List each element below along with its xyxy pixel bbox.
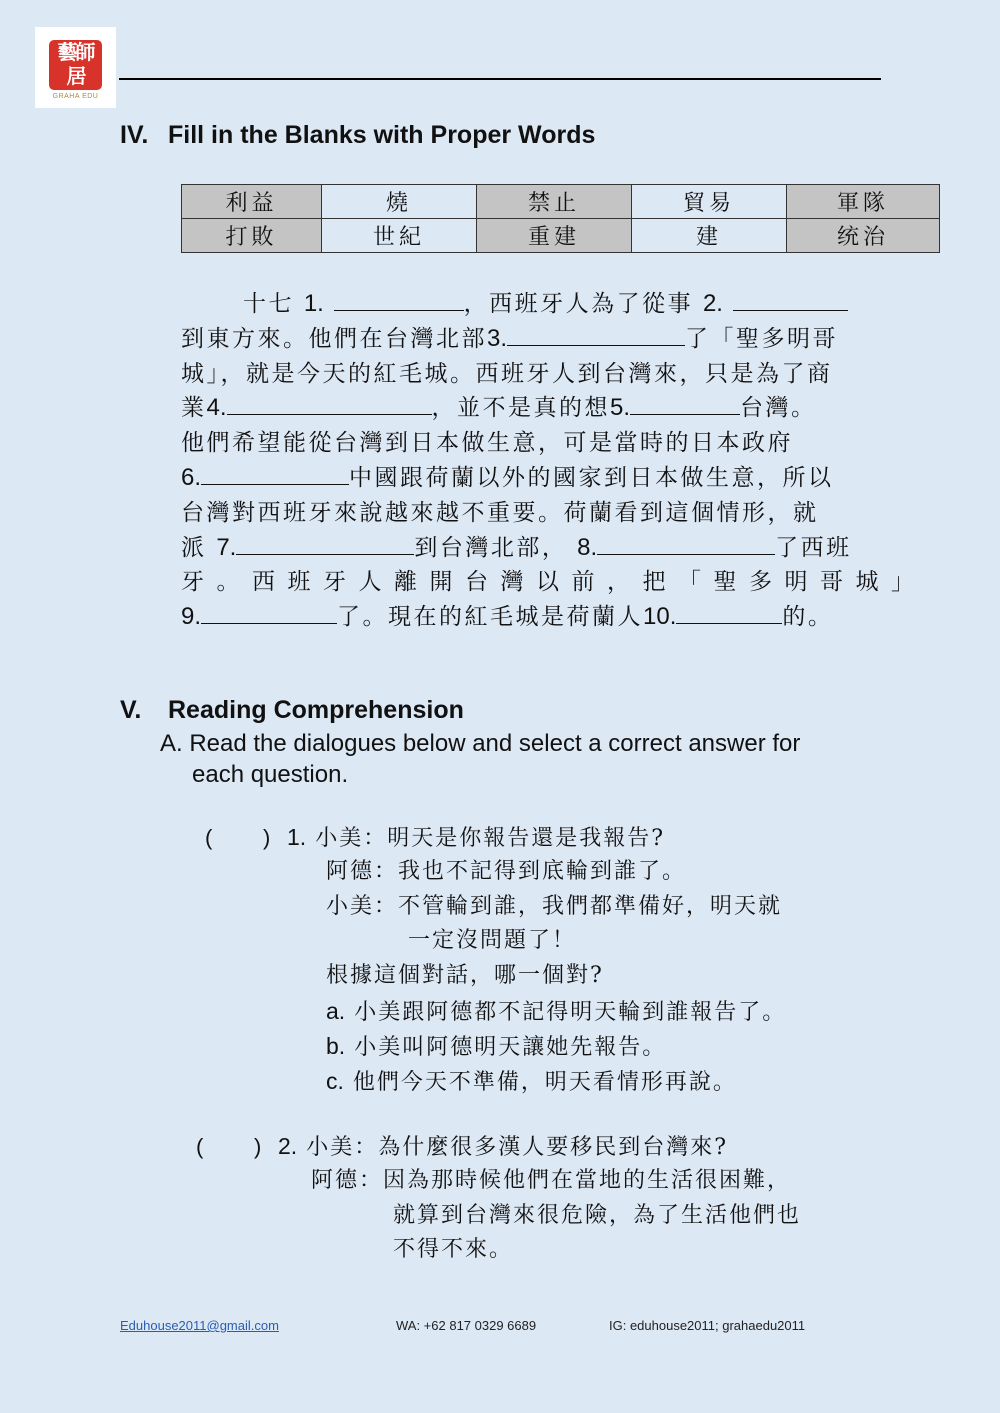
logo [35, 27, 116, 108]
dialogue-text: 不管輪到誰，我們都準備好，明天就 [398, 893, 783, 919]
footer-whatsapp: WA: +62 817 0329 6689 [396, 1318, 537, 1333]
section-title-text: Fill in the Blanks with Proper Words [168, 121, 596, 149]
section-iv-title [120, 121, 595, 150]
word-bank-cell: 利益 [182, 185, 322, 219]
passage-text: 台灣。 [740, 395, 817, 422]
word-bank-cell: 貿易 [632, 185, 787, 219]
passage-line [181, 461, 881, 496]
blank-9[interactable] [201, 601, 337, 624]
blank-8[interactable] [597, 532, 775, 555]
blank-7[interactable] [236, 532, 414, 555]
option-letter: a. [326, 997, 346, 1024]
word-bank-cell: 軍隊 [787, 185, 940, 219]
option-text: 他們今天不準備，明天看情形再說。 [352, 1069, 737, 1095]
question-prompt [205, 959, 786, 994]
blank-number: 8. [577, 533, 598, 561]
speaker: 小美： [306, 1135, 379, 1160]
passage-line [181, 565, 927, 600]
section-number: IV. [120, 121, 149, 149]
footer-email-link[interactable]: Eduhouse2011@gmail.com [120, 1318, 279, 1333]
dialogue-text: 就算到台灣來很危險，為了生活他們也 [393, 1202, 802, 1228]
question-number: 1. [287, 824, 307, 850]
option-letter: b. [326, 1032, 346, 1059]
word-bank-cell: 统治 [787, 219, 940, 253]
passage-text: 的。 [782, 604, 834, 631]
dialogue-line [205, 924, 786, 959]
instruction-line: each question. [192, 761, 349, 788]
passage-text: 台灣對西班牙來說越來越不重要。荷蘭看到這個情形，就 [181, 499, 819, 526]
logo-seal [49, 40, 102, 90]
dialogue-line [196, 1199, 801, 1234]
speaker: 小美： [326, 893, 399, 919]
passage-text: ，西班牙人為了從事 [463, 291, 703, 317]
question-line [205, 820, 786, 855]
passage-text: 派 [181, 534, 217, 561]
section-title-text: Reading Comprehension [168, 696, 464, 724]
blank-number: 4. [206, 394, 227, 422]
answer-blank[interactable]: ( ) [205, 825, 273, 850]
blank-2[interactable] [733, 288, 848, 311]
option-text: 小美叫阿德明天讓她先報告。 [354, 1034, 667, 1060]
blank-number: 1. [303, 290, 324, 317]
passage-line [181, 426, 881, 461]
question-1 [205, 820, 786, 1098]
blank-number: 10. [643, 603, 677, 631]
section-v-title [120, 696, 464, 725]
passage-text: 他們希望能從台灣到日本做生意，可是當時的日本政府 [181, 430, 793, 457]
speaker: 阿德： [326, 858, 399, 884]
dialogue-text: 不得不來。 [393, 1237, 514, 1263]
word-bank-row [182, 219, 940, 253]
passage-text: 業 [181, 395, 207, 422]
answer-option-c[interactable] [205, 1064, 786, 1099]
answer-blank[interactable]: ( ) [196, 1134, 264, 1159]
word-bank-cell: 禁止 [477, 185, 632, 219]
passage-text: 了。現在的紅毛城是荷蘭人 [337, 604, 644, 631]
blank-number: 9. [181, 603, 202, 631]
word-bank-table [181, 184, 940, 253]
dialogue-line [205, 890, 786, 925]
passage-text: 牙。西班牙人離開台灣以前，把「聖多明哥城」 [181, 569, 927, 596]
passage-line [181, 600, 881, 635]
passage-line [181, 496, 881, 531]
passage-text: 了西班 [775, 534, 852, 561]
blank-5[interactable] [630, 392, 740, 415]
passage-line [181, 287, 881, 322]
blank-number: 2. [702, 290, 723, 317]
passage-text: 到台灣北部， [414, 534, 578, 561]
prompt-text: 根據這個對話，哪一個對? [326, 963, 604, 989]
dialogue-text: 為什麼很多漢人要移民到台灣來? [378, 1135, 728, 1160]
passage-line [181, 531, 881, 566]
dialogue-text: 明天是你報告還是我報告? [387, 826, 665, 851]
word-bank-cell: 燒 [322, 185, 477, 219]
passage-text: 了「聖多明哥 [685, 325, 839, 352]
dialogue-line [196, 1164, 801, 1199]
word-bank-cell: 打敗 [182, 219, 322, 253]
dialogue-line [205, 855, 786, 890]
logo-caption: GRAHA EDU [52, 93, 99, 100]
word-bank-cell: 重建 [477, 219, 632, 253]
blank-10[interactable] [676, 601, 782, 624]
question-2 [196, 1129, 801, 1268]
passage-text: 中國跟荷蘭以外的國家到日本做生意，所以 [349, 464, 834, 491]
question-line [196, 1129, 801, 1164]
speaker: 小美： [315, 826, 388, 851]
passage-text: 城」，就是今天的紅毛城。西班牙人到台灣來，只是為了商 [181, 360, 833, 387]
blank-number: 7. [216, 533, 237, 561]
header-divider [119, 78, 881, 80]
passage-text: 到東方來。他們在台灣北部 [181, 325, 487, 352]
dialogue-text: 因為那時候他們在當地的生活很困難， [383, 1167, 792, 1193]
blank-3[interactable] [507, 323, 685, 346]
speaker: 阿德： [311, 1167, 384, 1193]
answer-option-b[interactable] [205, 1029, 786, 1064]
blank-6[interactable] [201, 462, 349, 485]
blank-number: 6. [181, 463, 202, 491]
passage-text: ，並不是真的想 [431, 395, 611, 422]
dialogue-text: 一定沒問題了！ [408, 928, 577, 954]
question-number: 2. [278, 1133, 298, 1159]
option-text: 小美跟阿德都不記得明天輪到誰報告了。 [354, 999, 787, 1025]
passage-line [181, 391, 881, 426]
blank-number: 5. [610, 394, 631, 422]
instructions [160, 728, 900, 790]
answer-option-a[interactable] [205, 994, 786, 1029]
word-bank-cell: 建 [632, 219, 787, 253]
blank-4[interactable] [227, 392, 432, 415]
footer-instagram: IG: eduhouse2011; grahaedu2011 [609, 1318, 806, 1333]
section-number: V. [120, 696, 142, 724]
logo-seal-text: 藝師居 [57, 40, 94, 88]
word-bank-row [182, 185, 940, 219]
passage-text: 十七 [243, 291, 304, 317]
passage-line [181, 357, 881, 392]
dialogue-line [196, 1233, 801, 1268]
dialogue-text: 我也不記得到底輪到誰了。 [398, 858, 687, 884]
blank-1[interactable] [334, 288, 464, 311]
blank-number: 3. [487, 324, 508, 352]
fill-in-passage [181, 287, 927, 635]
option-letter: c. [326, 1067, 344, 1094]
instruction-line: A. Read the dialogues below and select a correct answer for [160, 730, 801, 757]
word-bank-cell: 世紀 [322, 219, 477, 253]
passage-line [181, 322, 881, 357]
